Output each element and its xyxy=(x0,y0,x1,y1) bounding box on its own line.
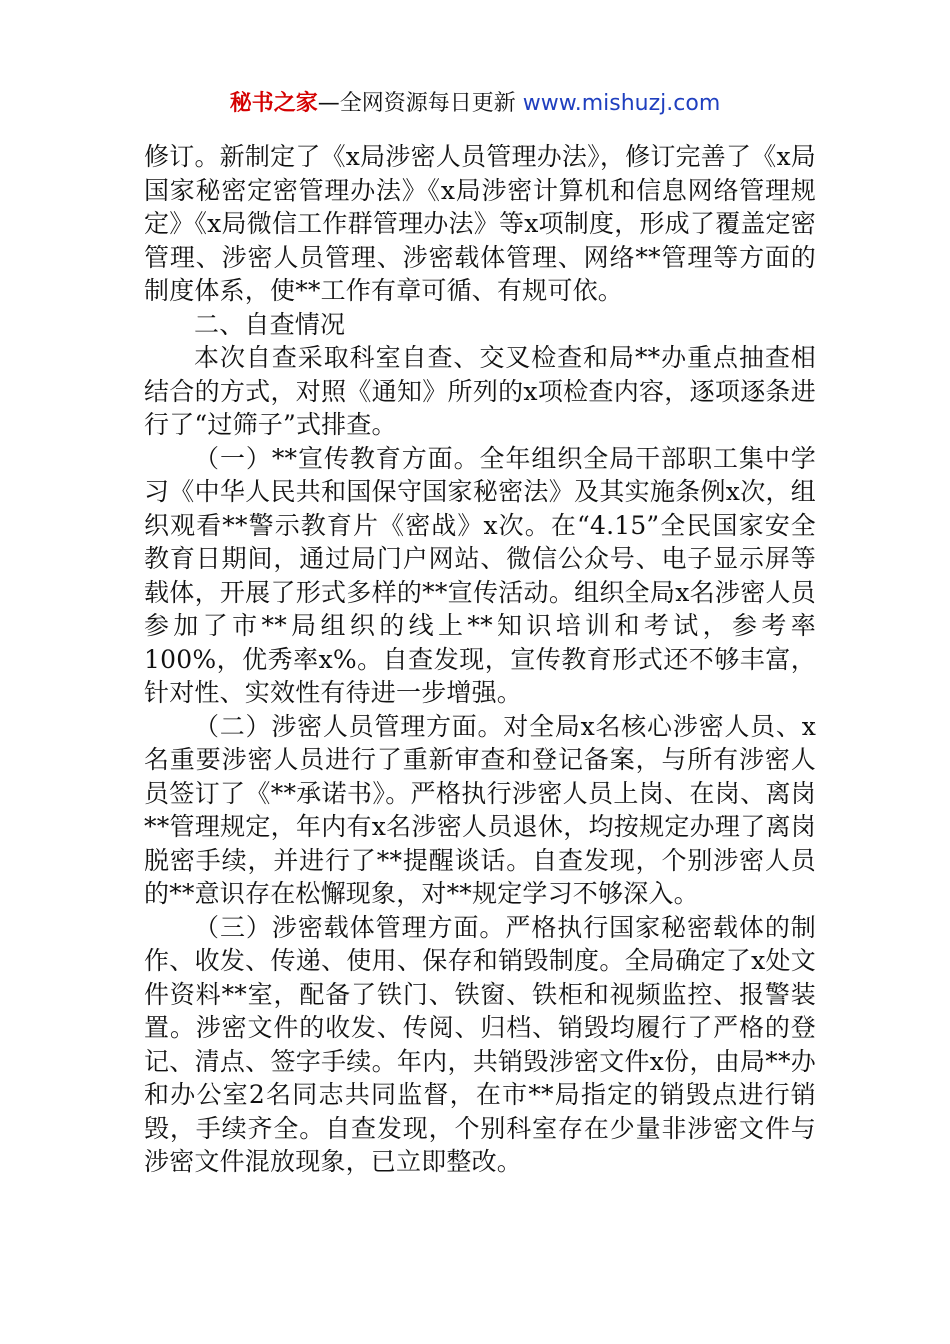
header-tagline: 全网资源每日更新 xyxy=(339,91,516,116)
page-header xyxy=(0,86,950,122)
paragraph-carrier-management: （三）涉密载体管理方面。严格执行国家秘密载体的制作、收发、传递、使用、保存和销毁制度。全局确定了x处文件资料**室，配备了铁门、铁窗、铁柜和视频监控、报警装置。涉密文件的收发、传阅、归档、销毁均履行了严格的登记、清点、签字手续。年内，共销毁涉密文件x份，由局**办和办公室2名同志共同监督，在市**局指定的销毁点进行销毁，手续齐全。自查发现，个别科室存在少量非涉密文件与涉密文件混放现象，已立即整改。 xyxy=(144,912,816,1176)
header-separator: — xyxy=(317,91,340,116)
paragraph-personnel-management: （二）涉密人员管理方面。对全局x名核心涉密人员、x名重要涉密人员进行了重新审查和登记备案，与所有涉密人员签订了《**承诺书》。严格执行涉密人员上岗、在岗、离岗**管理规定，年内有x名涉密人员退休，均按规定办理了离岗脱密手续，并进行了**提醒谈话。自查发现，个别涉密人员的**意识存在松懈现象，对**规定学习不够深入。 xyxy=(144,711,816,908)
brand-name: 秘书之家 xyxy=(229,91,318,116)
paragraph-intro: 本次自查采取科室自查、交叉检查和局**办重点抽查相结合的方式，对照《通知》所列的x项检查内容，逐项逐条进行了“过筛子”式排查。 xyxy=(144,343,816,439)
site-url-link[interactable]: www.mishuzj.com xyxy=(522,91,721,116)
section-heading: 二、自查情况 xyxy=(194,309,346,339)
paragraph-publicity-education: （一）**宣传教育方面。全年组织全局干部职工集中学习《中华人民共和国保守国家秘密法》及其实施条例x次，组织观看**警示教育片《密战》x次。在“4.15”全民国家安全教育日期间，通过局门户网站、微信公众号、电子显示屏等载体，开展了形式多样的**宣传活动。组织全局x名涉密人员参加了市**局组织的线上**知识培训和考试，参考率100%，优秀率x%。自查发现，宣传教育形式还不够丰富，针对性、实效性有待进一步增强。 xyxy=(144,443,816,707)
paragraph-continuation: 修订。新制定了《x局涉密人员管理办法》，修订完善了《x局国家秘密定密管理办法》《x局涉密计算机和信息网络管理规定》《x局微信工作群管理办法》等x项制度，形成了覆盖定密管理、涉密人员管理、涉密载体管理、网络**管理等方面的制度体系，使**工作有章可循、有规可依。 xyxy=(144,142,816,305)
document-body xyxy=(144,140,816,1179)
